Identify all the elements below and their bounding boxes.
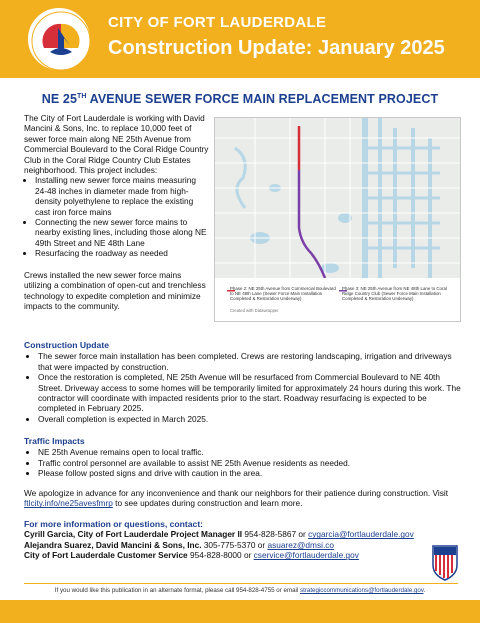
email-link[interactable]: asuarez@dmsi.co [267,539,335,550]
bottom-banner [0,600,480,623]
map-legend-phase-1: Phase 2: NE 25th Avenue from Commercial Boulevard to NE 48th Lane (Sewer Force Main Installation Completed & Restoration Underway) [230,286,336,302]
crews-paragraph: Crews installed the new sewer force mains utilizing a combination of open-cut and trenchless technology to expedite completion and minimize impacts to the community. [24,269,206,311]
list-item: • Installing new sewer force mains measuring 24-48 inches in diameter made from high-density polyethylene to replace the existing cast iron force mains [35,175,210,217]
map-legend-phase-2: Phase 3: NE 25th Avenue from NE 48th Lane to Coral Ridge Country Club (Sewer Force Main Installation Completed & Restoration Underway) [342,286,447,302]
list-item: • Resurfacing the roadway as needed [35,248,210,258]
city-seal-logo [28,8,90,70]
footer-text: If you would like this publication in an alternate format, please call 954-828-4755 or email strategiccommunications@fortlauderdale.gov. [54,587,426,594]
construction-update-section [24,340,464,424]
email-link[interactable]: cygarcia@fortlauderdale.gov [308,529,414,540]
contact-heading: For more information or questions, contact: [24,519,204,529]
construction-bullets [38,351,464,424]
traffic-bullets [38,447,464,478]
contact-row: Cyrill Garcia, City of Fort Lauderdale Project Manager II 954-828-5867 or cygarcia@fortlauderdale.gov [24,529,414,540]
list-item: • NE 25th Avenue remains open to local traffic. [38,447,464,457]
city-name: CITY OF FORT LAUDERDALE [108,14,327,31]
traffic-heading: Traffic Impacts [24,436,85,446]
list-item: • Once the restoration is completed, NE 25th Avenue will be resurfaced from Commercial Boulevard to NE 40th Street. Driveway access to some homes will be temporarily limited for approximately 24 hours during this work. The contractor will coordinate with impacted residents prior to the start. Roadway resurfacing is expected to be completed in February 2025. [38,372,464,414]
contact-row: Alejandra Suarez, David Mancini & Sons, Inc. 305-775-5370 or asuarez@dmsi.co [24,539,335,550]
shield-icon [432,545,458,581]
apology-paragraph: We apologize in advance for any inconvenience and thank our neighbors for their patience during construction. Visit ftlcity.info/ne25avesfmrp to see updates during construction and learn more. [24,488,449,509]
contact-section [24,519,444,561]
list-item: • The sewer force main installation has been completed. Crews are restoring landscaping, irrigation and driveways that were impacted by construction. [38,351,464,372]
map-credit: Created with Datawrapper [230,308,279,313]
list-item: • Please follow posted signs and drive with caution in the area. [38,468,464,478]
email-link[interactable]: cservice@fortlauderdale.gov [253,550,359,561]
construction-heading: Construction Update [24,340,109,350]
list-item: • Overall completion is expected in March 2025. [38,414,464,424]
footer-email-link[interactable]: strategiccommunications@fortlauderdale.gov [300,587,424,594]
footer-divider [24,583,458,584]
project-title: NE 25TH AVENUE SEWER FORCE MAIN REPLACEMENT PROJECT [41,92,439,106]
contact-row: City of Fort Lauderdale Customer Service 954-828-8000 or cservice@fortlauderdale.gov [24,550,359,561]
header-banner [0,0,480,78]
intro-bullets [35,175,210,258]
city-seal-icon [30,10,92,72]
project-link[interactable]: ftlcity.info/ne25avesfmrp [24,498,113,509]
list-item: • Traffic control personnel are available to assist NE 25th Avenue residents as needed. [38,458,464,468]
intro-text [24,113,210,311]
intro-paragraph: The City of Fort Lauderdale is working with David Mancini & Sons, Inc. to replace 10,000 feet of sewer force main along NE 25th Avenue from Commercial Boulevard to the Coral Ridge Country Club in the Coral Ridge Country Club Estates neighborhood. This project includes: [24,113,209,176]
list-item: • Connecting the new sewer force mains to nearby existing lines, including those along NE 49th Street and NE 48th Lane [35,217,210,248]
update-title: Construction Update: January 2025 [108,37,445,59]
traffic-impacts-section [24,436,464,479]
